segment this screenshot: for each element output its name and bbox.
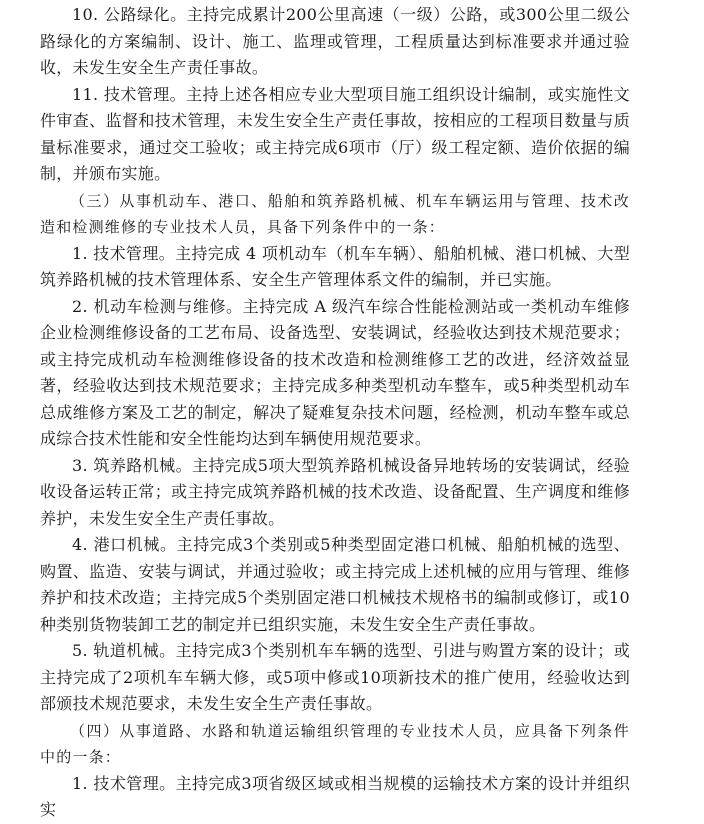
paragraph-transport-tech-management: 1. 技术管理。主持完成3项省级区域或相当规模的运输技术方案的设计并组织实	[40, 773, 630, 819]
paragraph-vehicle-inspection-repair: 2. 机动车检测与维修。主持完成 A 级汽车综合性能检测站或一类机动车维修企业检测维修设备的工艺布局、设备选型、安装调试，经验收达到技术规范要求；或主持完成机动车检测维修设备的技术改造和检测维修工艺的改进，经济效益显著，经验收达到技术规范要求；主持完成多种类型机动车整车，或5种类型机动车总成维修方案及工艺的制定，解决了疑难复杂技术问题，经检测，机动车整车或总成综合技术性能和安全性能均达到车辆使用规范要求。	[40, 296, 630, 448]
section-heading-transport-organization: （四）从事道路、水路和轨道运输组织管理的专业技术人员，应具备下列条件中的一条：	[40, 721, 630, 766]
paragraph-rail-machinery: 5. 轨道机械。主持完成3个类别机车车辆的选型、引进与购置方案的设计；或主持完成了2项机车车辆大修，或5项中修或10项新技术的推广使用，经验收达到部颁技术规范要求，未发生安全生产责任事故。	[40, 641, 630, 713]
paragraph-tech-management-vehicles: 1. 技术管理。主持完成 4 项机动车（机车车辆）、船舶机械、港口机械、大型筑养路机械的技术管理体系、安全生产管理体系文件的编制，并已实施。	[40, 243, 630, 289]
document-page	[40, 2, 630, 824]
paragraph-technical-management: 11. 技术管理。主持上述各相应专业大型项目施工组织设计编制，或实施性文件审查、监督和技术管理，未发生安全生产责任事故，按相应的工程项目数量与质量标准要求，通过交工验收；或主持完成6项市（厅）级工程定额、造价依据的编制，并颁布实施。	[40, 84, 630, 183]
paragraph-highway-greening: 10. 公路绿化。主持完成累计200公里高速（一级）公路，或300公里二级公路绿化的方案编制、设计、施工、监理或管理，工程质量达到标准要求并通过验收，未发生安全生产责任事故。	[40, 5, 630, 77]
section-heading-vehicles-machinery: （三）从事机动车、港口、船舶和筑养路机械、机车车辆运用与管理、技术改造和检测维修的专业技术人员，具备下列条件中的一条：	[40, 191, 630, 236]
paragraph-port-machinery: 4. 港口机械。主持完成3个类别或5种类型固定港口机械、船舶机械的选型、购置、监造、安装与调试，并通过验收；或主持完成上述机械的应用与管理、维修养护和技术改造；主持完成5个类别固定港口机械技术规格书的编制或修订，或10种类别货物装卸工艺的制定并已组织实施，未发生安全生产责任事故。	[40, 535, 630, 634]
paragraph-road-machinery: 3. 筑养路机械。主持完成5项大型筑养路机械设备异地转场的安装调试，经验收设备运转正常；或主持完成筑养路机械的技术改造、设备配置、生产调度和维修养护，未发生安全生产责任事故。	[40, 455, 630, 528]
